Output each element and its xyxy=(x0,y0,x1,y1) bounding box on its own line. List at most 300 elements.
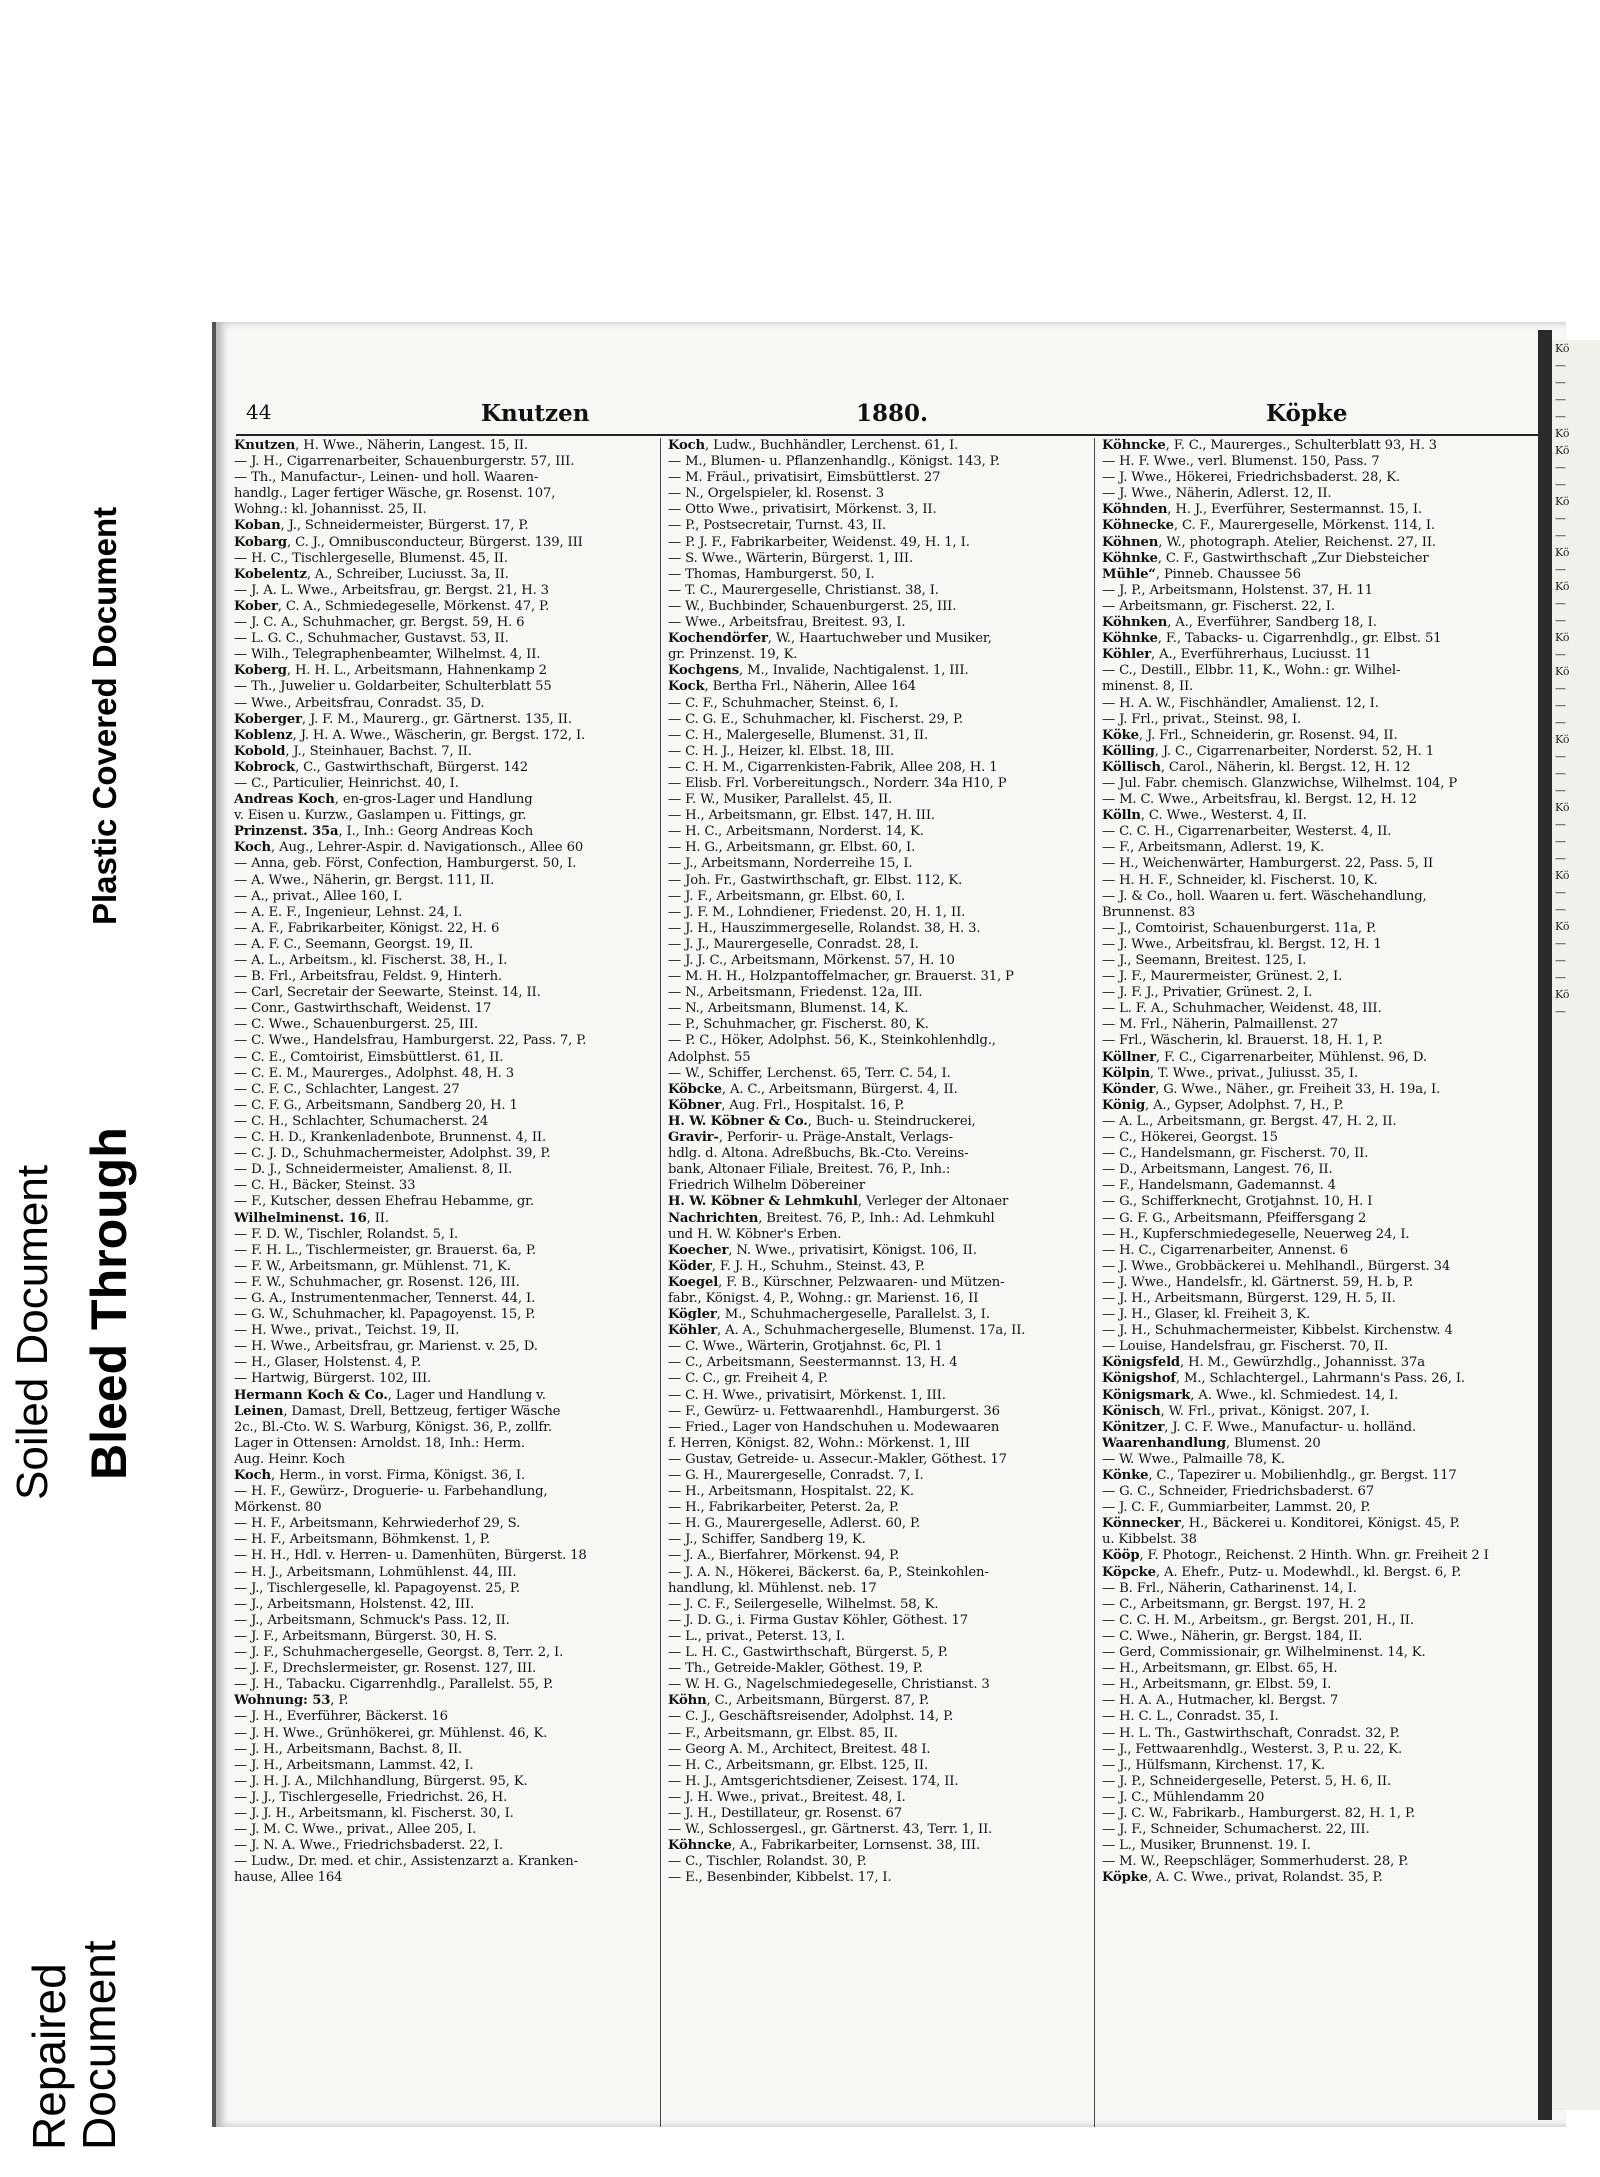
directory-entry: — G. A., Instrumentenmacher, Tennerst. 44, I. xyxy=(234,1290,536,1306)
directory-entry: — J. F., Drechslermeister, gr. Rosenst. 127, III. xyxy=(234,1661,537,1677)
entry-surname: Prinzenst. 35a xyxy=(234,824,339,840)
entry-surname: Köhnke xyxy=(1102,631,1158,647)
directory-entry: — G. F. G., Arbeitsmann, Pfeiffersgang 2 xyxy=(1102,1210,1367,1226)
directory-entry: — Frl., Wäscherin, kl. Brauerst. 18, H. 1, P. xyxy=(1102,1033,1383,1049)
entry-surname: Koban xyxy=(234,518,281,534)
directory-entry: 2c., Bl.-Cto. W. S. Warburg, Königst. 36, P., zollfr. xyxy=(234,1419,552,1435)
directory-entry: Koegel, F. B., Kürschner, Pelzwaaren- und Mützen- xyxy=(668,1274,1005,1290)
directory-column-1 xyxy=(234,438,654,2127)
entry-surname: Andreas Koch xyxy=(234,792,335,808)
directory-entry: — J. H., Glaser, kl. Freiheit 3, K. xyxy=(1102,1307,1311,1323)
directory-entry: Könisch, W. Frl., privat., Königst. 207, I. xyxy=(1102,1403,1370,1419)
directory-entry: — A., privat., Allee 160, I. xyxy=(234,888,403,904)
header-year: 1880. xyxy=(856,400,929,427)
directory-entry: — P., Schuhmacher, gr. Fischerst. 80, K. xyxy=(668,1017,929,1033)
entry-surname: Kölpin xyxy=(1102,1065,1150,1081)
directory-entry: — J. H., Arbeitsmann, Bachst. 8, II. xyxy=(234,1741,463,1757)
fragment-line: Kö xyxy=(1555,733,1570,746)
directory-entry: Kober, C. A., Schmiedegeselle, Mörkenst. 47, P. xyxy=(234,598,550,614)
directory-column-2 xyxy=(668,438,1088,2127)
entry-surname: Köhnen xyxy=(1102,534,1159,550)
entry-surname: Kobrock xyxy=(234,759,296,775)
directory-entry: — J. F., Maurermeister, Grünest. 2, I. xyxy=(1102,969,1343,985)
directory-entry: — J. Frl., privat., Steinst. 98, I. xyxy=(1102,711,1302,727)
directory-entry: — H., Arbeitsmann, Hospitalst. 22, K. xyxy=(668,1484,914,1500)
directory-entry: — H. F., Arbeitsmann, Kehrwiederhof 29, S. xyxy=(234,1516,521,1532)
entry-surname: Kober xyxy=(234,598,278,614)
directory-entry: — J. A. N., Hökerei, Bäckerst. 6a, P., Steinkohlen- xyxy=(668,1564,989,1580)
entry-surname: H. W. Köbner & Lehmkuhl xyxy=(668,1194,858,1210)
directory-entry: Königshof, M., Schlachtergel., Lahrmann's Pass. 26, I. xyxy=(1102,1371,1465,1387)
directory-entry: — H., Arbeitsmann, gr. Elbst. 147, H. III. xyxy=(668,808,935,824)
directory-entry: — L. H. C., Gastwirthschaft, Bürgerst. 5, P. xyxy=(668,1645,948,1661)
entry-surname: Koberger xyxy=(234,711,302,727)
directory-entry: — H. G., Arbeitsmann, gr. Elbst. 60, I. xyxy=(668,840,916,856)
directory-entry: Kochgens, M., Invalide, Nachtigalenst. 1, III. xyxy=(668,663,969,679)
directory-entry: — C., Handelsmann, gr. Fischerst. 70, II. xyxy=(1102,1146,1369,1162)
fragment-line: Kö xyxy=(1555,665,1570,678)
fragment-line: — xyxy=(1555,971,1566,984)
directory-entry: — J. Wwe., Handelsfr., kl. Gärtnerst. 59, H. b, P. xyxy=(1102,1274,1414,1290)
entry-surname: Mühle“ xyxy=(1102,566,1156,582)
directory-entry: — H. F. Wwe., verl. Blumenst. 150, Pass. 7 xyxy=(1102,454,1380,470)
directory-entry: Koch, Aug., Lehrer-Aspir. d. Navigationsch., Allee 60 xyxy=(234,840,584,856)
directory-entry: — N., Arbeitsmann, Blumenst. 14, K. xyxy=(668,1001,909,1017)
entry-surname: Knutzen xyxy=(234,438,296,453)
entry-surname: Köhncke xyxy=(668,1838,732,1854)
directory-entry: Köhnke, F., Tabacks- u. Cigarrenhdlg., gr. Elbst. 51 xyxy=(1102,631,1442,647)
directory-entry: — L., Musiker, Brunnenst. 19. I. xyxy=(1102,1838,1311,1854)
directory-entry: — Conr., Gastwirthschaft, Weidenst. 17 xyxy=(234,1001,492,1017)
directory-entry: — F., Kutscher, dessen Ehefrau Hebamme, gr. xyxy=(234,1194,534,1210)
entry-surname: Hermann Koch & Co. xyxy=(234,1387,388,1403)
entry-surname: Kochgens xyxy=(668,663,740,679)
entry-surname: Köke xyxy=(1102,727,1139,743)
directory-entry: handlg., Lager fertiger Wäsche, gr. Rosenst. 107, xyxy=(234,486,556,502)
directory-entry: — B. Frl., Näherin, Catharinenst. 14, I. xyxy=(1102,1580,1357,1596)
directory-entry: — J. C. F., Seilergeselle, Wilhelmst. 58, K. xyxy=(668,1596,939,1612)
directory-entry: — J. C., Mühlendamm 20 xyxy=(1102,1789,1265,1805)
fragment-line: — xyxy=(1555,1005,1566,1018)
directory-entry: — J., Comtoirist, Schauenburgerst. 11a, P. xyxy=(1102,920,1377,936)
entry-surname: Königsfeld xyxy=(1102,1355,1181,1371)
directory-entry: — H. A. W., Fischhändler, Amalienst. 12, I. xyxy=(1102,695,1379,711)
directory-entry: — C. E., Comtoirist, Eimsbüttlerst. 61, II. xyxy=(234,1049,504,1065)
directory-entry: Köhnecke, C. F., Maurergeselle, Mörkenst. 114, I. xyxy=(1102,518,1435,534)
entry-surname: Köhnken xyxy=(1102,615,1168,631)
directory-entry: f. Herren, Königst. 82, Wohn.: Mörkenst. 1, III xyxy=(668,1435,970,1451)
directory-entry: Koberg, H. H. L., Arbeitsmann, Hahnenkamp 2 xyxy=(234,663,547,679)
fragment-line: — xyxy=(1555,716,1566,729)
directory-entry: — J. H. Wwe., privat., Breitest. 48, I. xyxy=(668,1789,906,1805)
entry-surname: Leinen xyxy=(234,1403,284,1419)
directory-entry: — C. H., Bäcker, Steinst. 33 xyxy=(234,1178,416,1194)
directory-entry: — A. F. C., Seemann, Georgst. 19, II. xyxy=(234,936,474,952)
repaired-label-line2: Document xyxy=(73,1940,125,2150)
directory-entry: — E., Besenbinder, Kibbelst. 17, I. xyxy=(668,1870,892,1886)
entry-surname: Königshof xyxy=(1102,1371,1176,1387)
entry-surname: Koberg xyxy=(234,663,287,679)
directory-entry: — Gerd, Commissionair, gr. Wilhelminenst. 14, K. xyxy=(1102,1645,1426,1661)
fragment-line: — xyxy=(1555,818,1566,831)
directory-entry: — F. W., Musiker, Parallelst. 45, II. xyxy=(668,792,893,808)
directory-entry: Kobelentz, A., Schreiber, Luciusst. 3a, II. xyxy=(234,566,509,582)
directory-entry: — Carl, Secretair der Seewarte, Steinst. 14, II. xyxy=(234,985,541,1001)
entry-surname: Könnecker xyxy=(1102,1516,1181,1532)
directory-entry: — W. H. G., Nagelschmiedegeselle, Christianst. 3 xyxy=(668,1677,990,1693)
entry-surname: Koch xyxy=(668,438,705,453)
entry-surname: Gravir- xyxy=(668,1130,719,1146)
header-right-keyword: Köpke xyxy=(1266,400,1348,427)
directory-entry: — J. F., Arbeitsmann, gr. Elbst. 60, I. xyxy=(668,888,905,904)
directory-entry: und H. W. Köbner's Erben. xyxy=(668,1226,842,1242)
directory-entry: — J. J. H., Arbeitsmann, kl. Fischerst. 30, I. xyxy=(234,1805,514,1821)
directory-entry: — F. W., Schuhmacher, gr. Rosenst. 126, III. xyxy=(234,1274,520,1290)
entry-surname: Koch xyxy=(234,1468,271,1483)
directory-entry: — J. P., Schneidergeselle, Peterst. 5, H. 6, II. xyxy=(1102,1773,1392,1789)
entry-surname: König xyxy=(1102,1097,1146,1113)
directory-entry: — J. H., Arbeitsmann, Bürgerst. 129, H. 5, II. xyxy=(1102,1290,1396,1306)
directory-entry: Wohnung: 53, P. xyxy=(234,1693,349,1709)
directory-entry: — H. G., Maurergeselle, Adlerst. 60, P. xyxy=(668,1516,921,1532)
directory-entry: — Fried., Lager von Handschuhen u. Modewaaren xyxy=(668,1419,1000,1435)
entry-surname: Könke xyxy=(1102,1468,1149,1483)
directory-entry: — J. H., Everführer, Bäckerst. 16 xyxy=(234,1709,448,1725)
repaired-label-line1: Repaired xyxy=(23,1963,75,2150)
directory-entry: Leinen, Damast, Drell, Bettzeug, fertiger Wäsche xyxy=(234,1403,561,1419)
directory-entry: Wilhelminenst. 16, II. xyxy=(234,1210,389,1226)
directory-entry: — F. H. L., Tischlermeister, gr. Brauerst. 6a, P. xyxy=(234,1242,536,1258)
directory-entry: Brunnenst. 83 xyxy=(1102,904,1196,920)
soiled-document-label: Soiled Document xyxy=(8,1164,57,1500)
directory-entry: — Georg A. M., Architect, Breitest. 48 I. xyxy=(668,1741,931,1757)
fragment-line: — xyxy=(1555,563,1566,576)
directory-entry: — C. H. M., Cigarrenkisten-Fabrik, Allee 208, H. 1 xyxy=(668,759,998,775)
directory-entry: — A. Wwe., Näherin, gr. Bergst. 111, II. xyxy=(234,872,495,888)
directory-entry: — J. N. A. Wwe., Friedrichsbaderst. 22, I. xyxy=(234,1838,503,1854)
fragment-line: — xyxy=(1555,937,1566,950)
page-number: 44 xyxy=(246,400,272,424)
directory-entry: — H. C., Arbeitsmann, Norderst. 14, K. xyxy=(668,824,924,840)
directory-entry: — C. F. C., Schlachter, Langest. 27 xyxy=(234,1081,460,1097)
directory-entry: — Joh. Fr., Gastwirthschaft, gr. Elbst. 112, K. xyxy=(668,872,963,888)
directory-entry: — J. Wwe., Näherin, Adlerst. 12, II. xyxy=(1102,486,1332,502)
directory-entry: Köhler, A. A., Schuhmachergeselle, Blumenst. 17a, II. xyxy=(668,1323,1026,1339)
fragment-line: Kö xyxy=(1555,444,1570,457)
directory-entry: — C., Tischler, Rolandst. 30, P. xyxy=(668,1854,867,1870)
directory-entry: — W., Schlossergesl., gr. Gärtnerst. 43, Terr. 1, II. xyxy=(668,1822,993,1838)
directory-entry: — F. D. W., Tischler, Rolandst. 5, I. xyxy=(234,1226,459,1242)
directory-entry: Nachrichten, Breitest. 76, P., Inh.: Ad. Lehmkuhl xyxy=(668,1210,995,1226)
directory-entry: — Wwe., Arbeitsfrau, Breitest. 93, I. xyxy=(668,615,906,631)
entry-surname: Könitzer xyxy=(1102,1419,1165,1435)
entry-surname: Kölling xyxy=(1102,743,1155,759)
directory-entry: — C. Wwe., Näherin, gr. Bergst. 184, II. xyxy=(1102,1628,1363,1644)
directory-entry: Kobarg, C. J., Omnibusconducteur, Bürgerst. 139, III xyxy=(234,534,583,550)
directory-entry: — H. C., Cigarrenarbeiter, Annenst. 6 xyxy=(1102,1242,1349,1258)
directory-entry: — H. C., Arbeitsmann, gr. Elbst. 125, II. xyxy=(668,1757,928,1773)
directory-entry: — J., Arbeitsmann, Schmuck's Pass. 12, II. xyxy=(234,1612,510,1628)
directory-entry: minenst. 8, II. xyxy=(1102,679,1194,695)
directory-entry: — P. J. F., Fabrikarbeiter, Weidenst. 49, H. 1, I. xyxy=(668,534,970,550)
page-gutter xyxy=(1538,330,1552,2120)
directory-entry: — C. H., Malergeselle, Blumenst. 31, II. xyxy=(668,727,929,743)
directory-entry: Köpke, A. C. Wwe., privat, Rolandst. 35, P. xyxy=(1102,1870,1383,1886)
directory-entry: Könder, G. Wwe., Näher., gr. Freiheit 33, H. 19a, I. xyxy=(1102,1081,1441,1097)
directory-entry: — J. Wwe., Arbeitsfrau, kl. Bergst. 12, H. 1 xyxy=(1102,936,1382,952)
entry-surname: Köbcke xyxy=(668,1081,722,1097)
directory-entry: — G., Schifferknecht, Grotjahnst. 10, H. I xyxy=(1102,1194,1373,1210)
plastic-covered-label: Plastic Covered Document xyxy=(86,506,123,925)
fragment-line: Kö xyxy=(1555,495,1570,508)
directory-entry: Lager in Ottensen: Arnoldst. 18, Inh.: Herm. xyxy=(234,1435,525,1451)
directory-entry: — N., Orgelspieler, kl. Rosenst. 3 xyxy=(668,486,884,502)
directory-entry: — J. H. Wwe., Grünhökerei, gr. Mühlenst. 46, K. xyxy=(234,1725,548,1741)
directory-entry: — H., Glaser, Holstenst. 4, P. xyxy=(234,1355,422,1371)
directory-entry: — M. Frl., Näherin, Palmaillenst. 27 xyxy=(1102,1017,1339,1033)
directory-entry: — Wilh., Telegraphenbeamter, Wilhelmst. 4, II. xyxy=(234,647,541,663)
directory-entry: Könnecker, H., Bäckerei u. Konditorei, Königst. 45, P. xyxy=(1102,1516,1460,1532)
fragment-line: — xyxy=(1555,682,1566,695)
directory-entry: — J. J., Tischlergeselle, Friedrichst. 26, H. xyxy=(234,1789,508,1805)
directory-entry: — J. Wwe., Hökerei, Friedrichsbaderst. 28, K. xyxy=(1102,470,1401,486)
entry-surname: Könder xyxy=(1102,1081,1156,1097)
directory-entry: Königsmark, A. Wwe., kl. Schmiedest. 14, I. xyxy=(1102,1387,1399,1403)
fragment-line: — xyxy=(1555,835,1566,848)
entry-surname: Köllisch xyxy=(1102,759,1161,775)
directory-entry: — J. F. J., Privatier, Grünest. 2, I. xyxy=(1102,985,1313,1001)
directory-entry: — C., Arbeitsmann, Seestermannst. 13, H. 4 xyxy=(668,1355,958,1371)
directory-entry: — A. F., Fabrikarbeiter, Königst. 22, H. 6 xyxy=(234,920,500,936)
directory-entry: — A. L., Arbeitsm., kl. Fischerst. 38, H., I. xyxy=(234,953,508,968)
directory-entry: — Gustav, Getreide- u. Assecur.-Makler, Göthest. 17 xyxy=(668,1451,1007,1467)
directory-entry: — C. Wwe., Wärterin, Grotjahnst. 6c, Pl. 1 xyxy=(668,1339,943,1355)
directory-entry: — H. C. L., Conradst. 35, I. xyxy=(1102,1709,1279,1725)
directory-entry: Gravir-, Perforir- u. Präge-Anstalt, Verlags- xyxy=(668,1130,953,1146)
directory-entry: — H. A. A., Hutmacher, kl. Bergst. 7 xyxy=(1102,1693,1339,1709)
directory-entry: Kochendörfer, W., Haartuchweber und Musiker, xyxy=(668,631,992,647)
directory-entry: — Jul. Fabr. chemisch. Glanzwichse, Wilhelmst. 104, P xyxy=(1102,775,1458,791)
fragment-line: — xyxy=(1555,750,1566,763)
directory-entry: — M. Fräul., privatisirt, Eimsbüttlerst. 27 xyxy=(668,470,941,486)
directory-entry: — D., Arbeitsmann, Langest. 76, II. xyxy=(1102,1162,1333,1178)
directory-entry: — J. H., Destillateur, gr. Rosenst. 67 xyxy=(668,1805,903,1821)
directory-entry: — J. Wwe., Grobbäckerei u. Mehlhandl., Bürgerst. 34 xyxy=(1102,1258,1451,1274)
directory-entry: — H. C., Tischlergeselle, Blumenst. 45, II. xyxy=(234,550,508,566)
entry-surname: Köhnke xyxy=(1102,550,1158,566)
directory-entry: — G. H., Maurergeselle, Conradst. 7, I. xyxy=(668,1468,924,1483)
entry-surname: Wohnung: 53 xyxy=(234,1693,331,1709)
directory-entry: — H., Arbeitsmann, gr. Elbst. 65, H. xyxy=(1102,1661,1338,1677)
directory-entry: — J., Tischlergeselle, kl. Papagoyenst. 25, P. xyxy=(234,1580,520,1596)
directory-entry: — F., Handelsmann, Gademannst. 4 xyxy=(1102,1178,1336,1194)
directory-entry: — J. J., Maurergeselle, Conradst. 28, I. xyxy=(668,936,919,952)
directory-entry: Mörkenst. 80 xyxy=(234,1500,322,1516)
directory-entry: Hermann Koch & Co., Lager und Handlung v. xyxy=(234,1387,546,1403)
directory-entry: — L. G. C., Schuhmacher, Gustavst. 53, II. xyxy=(234,631,509,647)
directory-entry: — G. C., Schneider, Friedrichsbaderst. 67 xyxy=(1102,1484,1374,1500)
entry-surname: Kock xyxy=(668,679,705,695)
entry-surname: Köhncke xyxy=(1102,438,1166,453)
directory-entry: fabr., Königst. 4, P., Wohng.: gr. Marienst. 16, II xyxy=(668,1290,979,1306)
directory-entry: Koban, J., Schneidermeister, Bürgerst. 17, P. xyxy=(234,518,529,534)
directory-entry: hause, Allee 164 xyxy=(234,1870,343,1886)
directory-entry: — B. Frl., Arbeitsfrau, Feldst. 9, Hinterh. xyxy=(234,969,502,985)
directory-entry: — W., Buchbinder, Schauenburgerst. 25, III. xyxy=(668,598,957,614)
directory-entry: — J. P., Arbeitsmann, Holstenst. 37, H. 11 xyxy=(1102,582,1373,598)
directory-entry: Wohng.: kl. Johannisst. 25, II. xyxy=(234,502,427,518)
directory-entry: v. Eisen u. Kurzw., Gaslampen u. Fittings, gr. xyxy=(234,808,527,824)
entry-surname: Köpke xyxy=(1102,1870,1148,1886)
fragment-line: Kö xyxy=(1555,869,1570,882)
entry-surname: Koch xyxy=(234,840,271,856)
directory-entry: — C. C., gr. Freiheit 4, P. xyxy=(668,1371,828,1387)
directory-entry: Könitzer, J. C. F. Wwe., Manufactur- u. holländ. xyxy=(1102,1419,1416,1435)
directory-entry: — H. H. F., Schneider, kl. Fischerst. 10, K. xyxy=(1102,872,1378,888)
directory-entry: Königsfeld, H. M., Gewürzhdlg., Johannisst. 37a xyxy=(1102,1355,1426,1371)
directory-entry: Adolphst. 55 xyxy=(668,1049,751,1065)
entry-surname: Köhnden xyxy=(1102,502,1168,518)
directory-entry: — H. J., Amtsgerichtsdiener, Zeisest. 174, II. xyxy=(668,1773,959,1789)
adjacent-page-fragment xyxy=(1552,340,1600,2110)
directory-entry: — H. Wwe., privat., Teichst. 19, II. xyxy=(234,1323,460,1339)
directory-entry: u. Kibbelst. 38 xyxy=(1102,1532,1197,1548)
entry-surname: Köhler xyxy=(1102,647,1152,663)
directory-entry: Koberger, J. F. M., Maurerg., gr. Gärtnerst. 135, II. xyxy=(234,711,572,727)
fragment-line: Kö xyxy=(1555,801,1570,814)
entry-surname: Kööp xyxy=(1102,1548,1140,1564)
entry-surname: Kobold xyxy=(234,743,286,759)
directory-entry: — J. F., Schuhmachergeselle, Georgst. 8, Terr. 2, I. xyxy=(234,1645,564,1661)
bleed-through-label: Bleed Through xyxy=(81,1127,137,1480)
directory-entry: — J. A., Bierfahrer, Mörkenst. 94, P. xyxy=(668,1548,900,1564)
directory-entry: Köpcke, A. Ehefr., Putz- u. Modewhdl., kl. Bergst. 6, P. xyxy=(1102,1564,1462,1580)
directory-entry: — Hartwig, Bürgerst. 102, III. xyxy=(234,1371,432,1387)
entry-surname: Koegel xyxy=(668,1274,719,1290)
directory-entry: König, A., Gypser, Adolphst. 7, H., P. xyxy=(1102,1097,1344,1113)
directory-entry: hdlg. d. Altona. Adreßbuchs, Bk.-Cto. Vereins- xyxy=(668,1146,969,1162)
fragment-line: — xyxy=(1555,903,1566,916)
directory-entry: Kölpin, T. Wwe., privat., Juliusst. 35, I. xyxy=(1102,1065,1358,1081)
directory-entry: Köhncke, F. C., Maurerges., Schulterblatt 93, H. 3 xyxy=(1102,438,1437,453)
directory-entry: Kobrock, C., Gastwirthschaft, Bürgerst. 142 xyxy=(234,759,529,775)
directory-entry: — M. C. Wwe., Arbeitsfrau, kl. Bergst. 12, H. 12 xyxy=(1102,792,1417,808)
fragment-line: Kö xyxy=(1555,580,1570,593)
entry-surname: Kölln xyxy=(1102,808,1141,824)
fragment-line: — xyxy=(1555,529,1566,542)
fragment-line: — xyxy=(1555,886,1566,899)
entry-surname: Köder xyxy=(668,1258,712,1274)
directory-entry: — C. C. H., Cigarrenarbeiter, Westerst. 4, II. xyxy=(1102,824,1392,840)
directory-entry: — M. W., Reepschläger, Sommerhuderst. 28, P. xyxy=(1102,1854,1409,1870)
directory-entry: H. W. Köbner & Lehmkuhl, Verleger der Altonaer xyxy=(668,1194,1009,1210)
directory-entry: — F., Arbeitsmann, gr. Elbst. 85, II. xyxy=(668,1725,898,1741)
directory-entry: Köllner, F. C., Cigarrenarbeiter, Mühlenst. 96, D. xyxy=(1102,1049,1427,1065)
entry-surname: Kochendörfer xyxy=(668,631,768,647)
directory-entry: — C. J. D., Schuhmachermeister, Adolphst. 39, P. xyxy=(234,1146,551,1162)
directory-entry: — C. H. J., Heizer, kl. Elbst. 18, III. xyxy=(668,743,895,759)
directory-entry: — P., Postsecretair, Turnst. 43, II. xyxy=(668,518,887,534)
directory-entry: — M. H. H., Holzpantoffelmacher, gr. Brauerst. 31, P xyxy=(668,969,1014,985)
directory-entry: — Otto Wwe., privatisirt, Mörkenst. 3, II. xyxy=(668,502,937,518)
directory-entry: — S. Wwe., Wärterin, Bürgerst. 1, III. xyxy=(668,550,914,566)
directory-entry: Andreas Koch, en-gros-Lager und Handlung xyxy=(234,792,533,808)
fragment-line: — xyxy=(1555,393,1566,406)
directory-entry: — Th., Manufactur-, Leinen- und holl. Waaren- xyxy=(234,470,539,486)
directory-entry: Köder, F. J. H., Schuhm., Steinst. 43, P. xyxy=(668,1258,925,1274)
fragment-line: — xyxy=(1555,767,1566,780)
directory-entry: — H., Weichenwärter, Hamburgerst. 22, Pass. 5, II xyxy=(1102,856,1434,872)
directory-entry: — H. F., Gewürz-, Droguerie- u. Farbehandlung, xyxy=(234,1484,548,1500)
fragment-line: Kö xyxy=(1555,631,1570,644)
directory-entry: gr. Prinzenst. 19, K. xyxy=(668,647,798,663)
entry-surname: Königsmark xyxy=(1102,1387,1191,1403)
directory-entry: — J. H., Arbeitsmann, Lammst. 42, I. xyxy=(234,1757,474,1773)
directory-entry: — A. L., Arbeitsmann, gr. Bergst. 47, H. 2, II. xyxy=(1102,1113,1397,1129)
fragment-line: — xyxy=(1555,597,1566,610)
directory-entry: — C. E. M., Maurerges., Adolphst. 48, H. 3 xyxy=(234,1065,514,1081)
directory-entry: Koblenz, J. H. A. Wwe., Wäscherin, gr. Bergst. 172, I. xyxy=(234,727,586,743)
directory-entry: — F., Arbeitsmann, Adlerst. 19, K. xyxy=(1102,840,1324,856)
entry-surname: Kögler xyxy=(668,1307,717,1323)
directory-entry: Köbner, Aug. Frl., Hospitalst. 16, P. xyxy=(668,1097,905,1113)
directory-entry: — G. W., Schuhmacher, kl. Papagoyenst. 15, P. xyxy=(234,1307,536,1323)
directory-entry: Köbcke, A. C., Arbeitsmann, Bürgerst. 4, II. xyxy=(668,1081,958,1097)
directory-entry: Köhnken, A., Everführer, Sandberg 18, I. xyxy=(1102,615,1377,631)
directory-entry: — W. Wwe., Palmaille 78, K. xyxy=(1102,1451,1285,1467)
directory-entry: — J., Arbeitsmann, Holstenst. 42, III. xyxy=(234,1596,475,1612)
directory-entry: — Elisb. Frl. Vorbereitungsch., Norderr. 34a H10, P xyxy=(668,775,1007,791)
fragment-line: Kö xyxy=(1555,920,1570,933)
directory-entry: — J. C. W., Fabrikarb., Hamburgerst. 82, H. 1, P. xyxy=(1102,1805,1416,1821)
directory-entry: Kölling, J. C., Cigarrenarbeiter, Norderst. 52, H. 1 xyxy=(1102,743,1434,759)
entry-surname: Köbner xyxy=(668,1097,722,1113)
directory-entry: — Arbeitsmann, gr. Fischerst. 22, I. xyxy=(1102,598,1335,614)
directory-entry: Köke, J. Frl., Schneiderin, gr. Rosenst. 94, II. xyxy=(1102,727,1398,743)
fragment-line: — xyxy=(1555,784,1566,797)
fragment-line: — xyxy=(1555,376,1566,389)
directory-entry: Kölln, C. Wwe., Westerst. 4, II. xyxy=(1102,808,1307,824)
entry-surname: Köpcke xyxy=(1102,1564,1156,1580)
directory-entry: — N., Arbeitsmann, Friedenst. 12a, III. xyxy=(668,985,923,1001)
directory-entry: Kööp, F. Photogr., Reichenst. 2 Hinth. Whn. gr. Freiheit 2 I xyxy=(1102,1548,1489,1564)
directory-entry: Köhler, A., Everführerhaus, Luciusst. 11 xyxy=(1102,647,1372,663)
directory-entry: — J. C. F., Gummiarbeiter, Lammst. 20, P. xyxy=(1102,1500,1371,1516)
directory-entry: — C. C. H. M., Arbeitsm., gr. Bergst. 201, H., II. xyxy=(1102,1612,1414,1628)
directory-entry: — M., Blumen- u. Pflanzenhandlg., Königst. 143, P. xyxy=(668,454,1000,470)
fragment-line: — xyxy=(1555,410,1566,423)
directory-entry: — H. H., Hdl. v. Herren- u. Damenhüten, Bürgerst. 18 xyxy=(234,1548,587,1564)
header-rule xyxy=(236,434,1546,436)
directory-entry: — C. G. E., Schuhmacher, kl. Fischerst. 29, P. xyxy=(668,711,964,727)
directory-entry: Knutzen, H. Wwe., Näherin, Langest. 15, II. xyxy=(234,438,528,453)
directory-entry: — H., Kupferschmiedegeselle, Neuerweg 24, I. xyxy=(1102,1226,1410,1242)
header-left-keyword: Knutzen xyxy=(481,400,590,427)
directory-entry: — J. H., Schuhmachermeister, Kibbelst. Kirchenstw. 4 xyxy=(1102,1323,1453,1339)
directory-entry: — H. J., Arbeitsmann, Lohmühlenst. 44, III. xyxy=(234,1564,517,1580)
directory-entry: — L., privat., Peterst. 13, I. xyxy=(668,1628,845,1644)
directory-entry: — J. H., Tabacku. Cigarrenhdlg., Parallelst. 55, P. xyxy=(234,1677,554,1693)
directory-entry: — J. D. G., i. Firma Gustav Köhler, Göthest. 17 xyxy=(668,1612,969,1628)
directory-entry: — Wwe., Arbeitsfrau, Conradst. 35, D. xyxy=(234,695,485,711)
column-divider-1 xyxy=(660,438,661,2127)
directory-entry: Kögler, M., Schuhmachergeselle, Parallelst. 3, I. xyxy=(668,1307,990,1323)
directory-entry: H. W. Köbner & Co., Buch- u. Steindruckerei, xyxy=(668,1113,976,1129)
directory-entry: — C. F., Schuhmacher, Steinst. 6, I. xyxy=(668,695,899,711)
directory-entry: — C. Wwe., Handelsfrau, Hamburgerst. 22, Pass. 7, P. xyxy=(234,1033,587,1049)
entry-surname: Kobarg xyxy=(234,534,288,550)
directory-entry: — C. J., Geschäftsreisender, Adolphst. 14, P. xyxy=(668,1709,954,1725)
